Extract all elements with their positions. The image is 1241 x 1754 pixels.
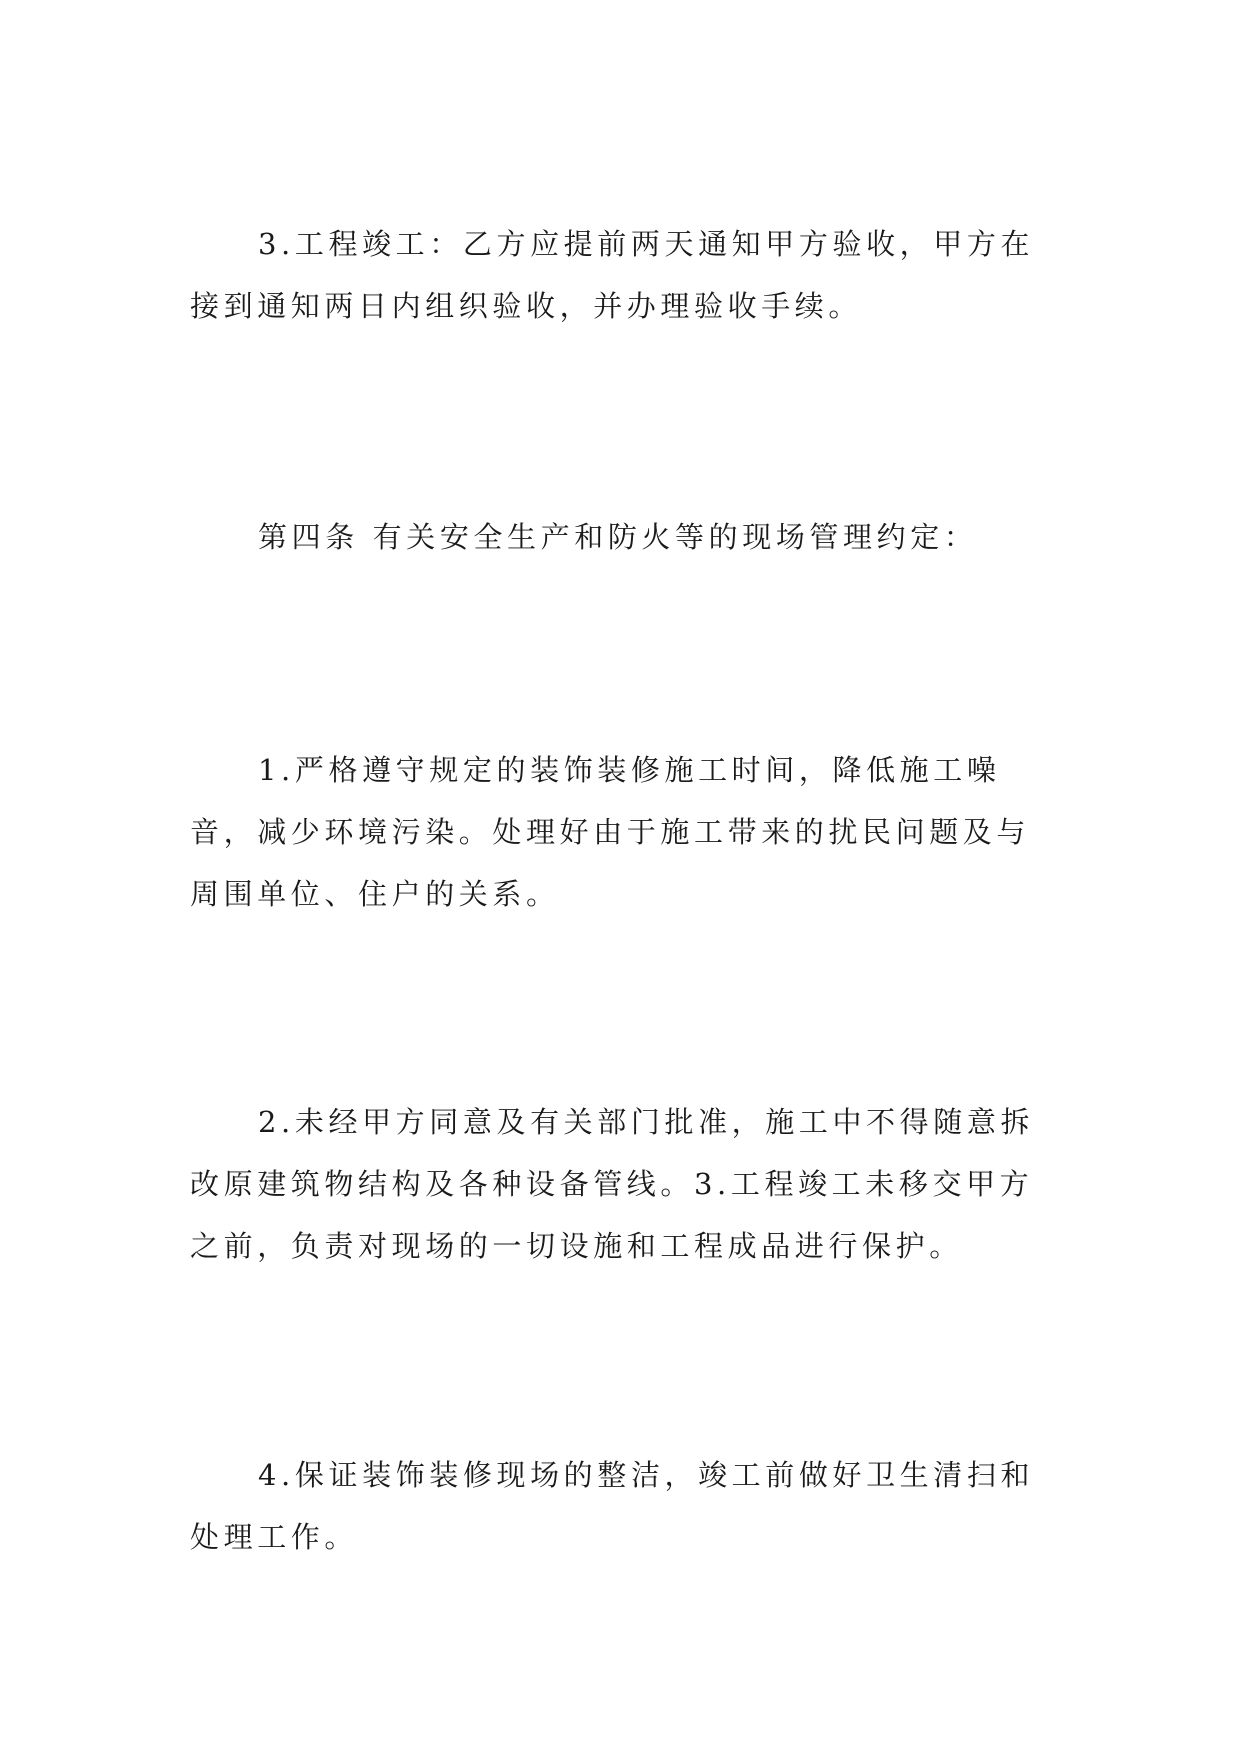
paragraph-construction-time: 1.严格遵守规定的装饰装修施工时间，降低施工噪音，减少环境污染。处理好由于施工带来的扰民问题及与周围单位、住户的关系。 (190, 753, 1031, 911)
section-heading-article-four: 第四条 有关安全生产和防火等的现场管理约定： (258, 520, 978, 554)
paragraph-site-cleanliness: 4.保证装饰装修现场的整洁，竣工前做好卫生清扫和处理工作。 (190, 1458, 1035, 1554)
paragraph-completion-acceptance: 3.工程竣工：乙方应提前两天通知甲方验收，甲方在接到通知两日内组织验收，并办理验收手续。 (190, 227, 1035, 323)
paragraph-structure-protection: 2.未经甲方同意及有关部门批准，施工中不得随意拆改原建筑物结构及各种设备管线。3.工程竣工未移交甲方之前，负责对现场的一切设施和工程成品进行保护。 (190, 1105, 1035, 1263)
